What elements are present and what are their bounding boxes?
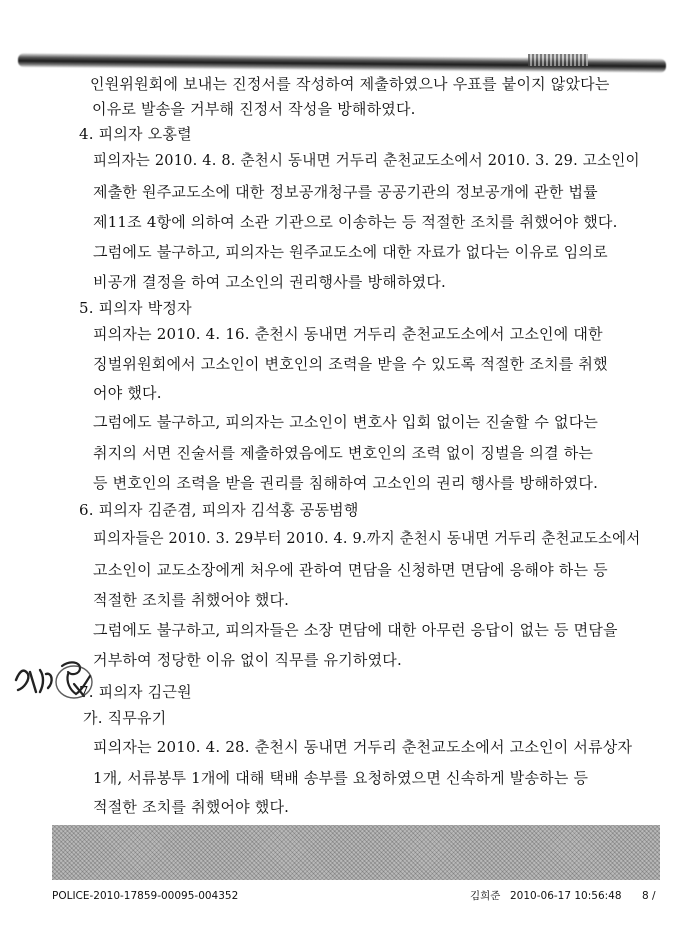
text-line: 거부하여 정당한 이유 없이 직무를 유기하였다. [93,651,402,669]
text-line: 그럼에도 불구하고, 피의자는 원주교도소에 대한 자료가 없다는 이유로 임의로 [93,243,608,261]
text-line: 제11조 4항에 의하여 소관 기관으로 이송하는 등 적절한 조치를 취했어야 했다. [93,213,618,231]
text-line: 취지의 서면 진술서를 제출하였음에도 변호인의 조력 없이 징벌을 의결 하는 [93,444,594,462]
footer-author: 김희준 [470,890,501,902]
text-line: 그럼에도 불구하고, 피의자들은 소장 면담에 대한 아무런 응답이 없는 등 면담을 [93,621,618,639]
text-line: 어야 했다. [93,384,162,402]
text-line: 피의자는 2010. 4. 16. 춘천시 동내면 거두리 춘천교도소에서 고소인에 대한 [93,325,603,343]
text-line: 이유로 발송을 거부해 진정서 작성을 방해하였다. [92,100,416,118]
text-line: 적절한 조치를 취했어야 했다. [93,591,290,609]
section-heading: 4. 피의자 오홍렬 [79,125,192,143]
section-heading: 5. 피의자 박정자 [79,299,192,317]
section-heading: 7. 피의자 김근원 [79,683,192,701]
text-line: 피의자는 2010. 4. 28. 춘천시 동내면 거두리 춘천교도소에서 고소인이 서류상자 [93,738,633,756]
text-line: 피의자들은 2010. 3. 29부터 2010. 4. 9.까지 춘천시 동내면 거두리 춘천교도소에서 [93,529,641,547]
text-line: 등 변호인의 조력을 받을 권리를 침해하여 고소인의 권리 행사를 방해하였다. [93,474,599,492]
text-line: 인원위원회에 보내는 진정서를 작성하여 제출하였으나 우표를 붙이지 않았다는 [90,75,610,93]
text-line: 피의자는 2010. 4. 8. 춘천시 동내면 거두리 춘천교도소에서 2010. 3. 29. 고소인이 [93,151,640,169]
footer-doc-id: POLICE-2010-17859-00095-004352 [52,890,239,902]
subsection-heading: 가. 직무유기 [83,709,167,727]
section-heading: 6. 피의자 김준겸, 피의자 김석홍 공동범행 [79,501,359,519]
text-line: 고소인이 교도소장에게 처우에 관하여 면담을 신청하면 면담에 응해야 하는 등 [93,561,608,579]
text-line: 비공개 결정을 하여 고소인의 권리행사를 방해하였다. [93,273,446,291]
text-line: 징벌위원회에서 고소인이 변호인의 조력을 받을 수 있도록 적절한 조치를 취했 [93,355,608,373]
footer-page-number: 8 / [642,890,656,902]
scan-artifact-footer-band [52,825,660,880]
handwritten-signature-icon [10,654,102,704]
text-line: 1개, 서류봉투 1개에 대해 택배 송부를 요청하였으면 신속하게 발송하는 등 [93,769,589,787]
text-line: 적절한 조치를 취했어야 했다. [93,798,290,816]
footer-timestamp: 2010-06-17 10:56:48 [510,890,622,902]
text-line: 그럼에도 불구하고, 피의자는 고소인이 변호사 입회 없이는 진술할 수 없다는 [93,413,599,431]
scan-artifact-stub [528,54,588,66]
text-line: 제출한 원주교도소에 대한 정보공개청구를 공공기관의 정보공개에 관한 법률 [93,183,598,201]
